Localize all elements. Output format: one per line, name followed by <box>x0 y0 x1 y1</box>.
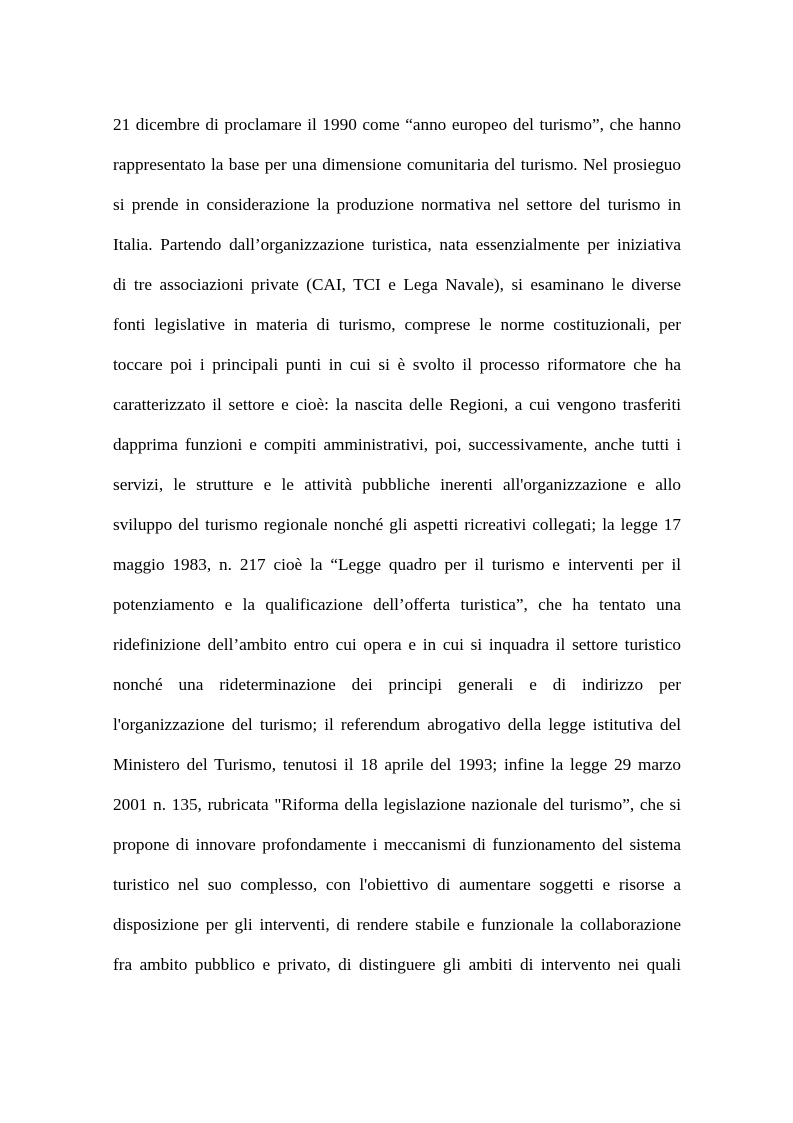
body-paragraph <box>113 111 681 991</box>
text-line: toccare poi i principali punti in cui si è svolto il processo riformatore che ha <box>113 355 681 374</box>
text-line: Italia. Partendo dall’organizzazione turistica, nata essenzialmente per iniziativa <box>113 235 681 254</box>
text-line: disposizione per gli interventi, di rendere stabile e funzionale la collaborazione <box>113 915 681 934</box>
text-line: Ministero del Turismo, tenutosi il 18 aprile del 1993; infine la legge 29 marzo <box>113 755 681 774</box>
text-line: dapprima funzioni e compiti amministrativi, poi, successivamente, anche tutti i <box>113 435 681 454</box>
text-line: sviluppo del turismo regionale nonché gli aspetti ricreativi collegati; la legge 17 <box>113 515 681 534</box>
text-line: l'organizzazione del turismo; il referendum abrogativo della legge istitutiva del <box>113 715 681 734</box>
text-line: nonché una rideterminazione dei principi generali e di indirizzo per <box>113 675 681 694</box>
text-line: fonti legislative in materia di turismo, comprese le norme costituzionali, per <box>113 315 681 334</box>
text-line: 2001 n. 135, rubricata "Riforma della legislazione nazionale del turismo”, che si <box>113 795 681 814</box>
text-line: potenziamento e la qualificazione dell’offerta turistica”, che ha tentato una <box>113 595 681 614</box>
text-line: caratterizzato il settore e cioè: la nascita delle Regioni, a cui vengono trasferiti <box>113 395 681 414</box>
text-line: ridefinizione dell’ambito entro cui opera e in cui si inquadra il settore turistico <box>113 635 681 654</box>
text-line: fra ambito pubblico e privato, di distinguere gli ambiti di intervento nei quali <box>113 955 681 974</box>
text-line: di tre associazioni private (CAI, TCI e Lega Navale), si esaminano le diverse <box>113 275 681 294</box>
text-line: servizi, le strutture e le attività pubbliche inerenti all'organizzazione e allo <box>113 475 681 494</box>
text-line: si prende in considerazione la produzione normativa nel settore del turismo in <box>113 195 681 214</box>
text-line: maggio 1983, n. 217 cioè la “Legge quadro per il turismo e interventi per il <box>113 555 681 574</box>
text-line: propone di innovare profondamente i meccanismi di funzionamento del sistema <box>113 835 681 854</box>
text-line: rappresentato la base per una dimensione comunitaria del turismo. Nel prosieguo <box>113 155 681 174</box>
text-line: turistico nel suo complesso, con l'obiettivo di aumentare soggetti e risorse a <box>113 875 681 894</box>
text-line: 21 dicembre di proclamare il 1990 come “anno europeo del turismo”, che hanno <box>113 115 681 134</box>
